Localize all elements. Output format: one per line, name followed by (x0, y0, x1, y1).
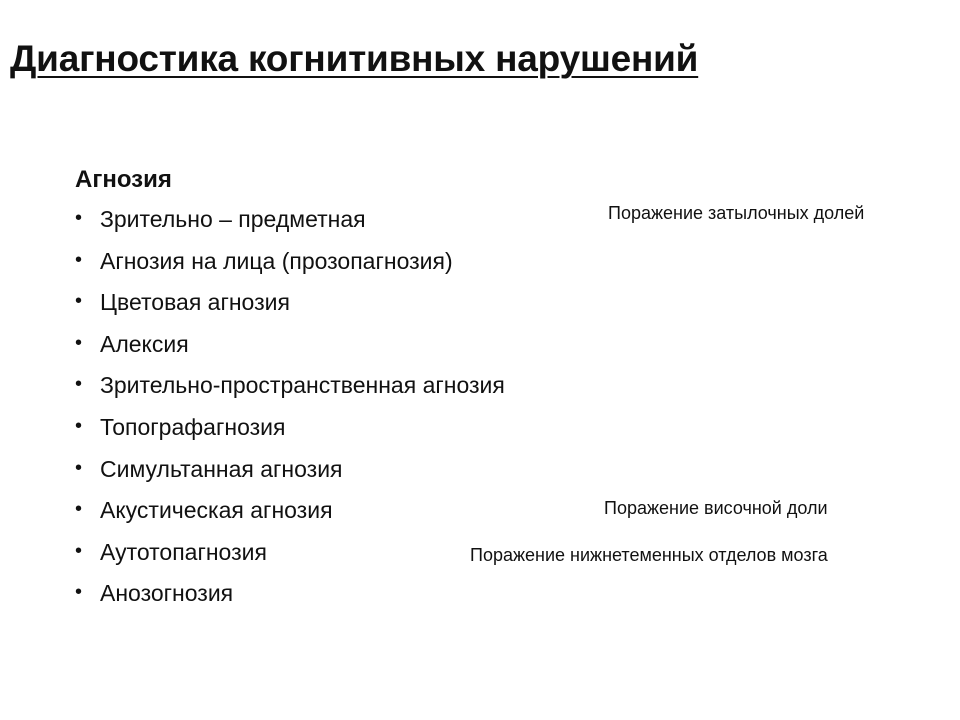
list-item (75, 287, 545, 317)
list-item-text: Зрительно-пространственная агнозия (100, 372, 505, 399)
list-item-text: Акустическая агнозия (100, 497, 333, 524)
list-item (75, 454, 545, 484)
note-inferior-parietal: Поражение нижнетеменных отделов мозга (470, 545, 828, 565)
list-item-text: Аутотопагнозия (100, 538, 267, 565)
list-item (75, 495, 545, 525)
list-item (75, 329, 545, 359)
list-item (75, 578, 545, 608)
list-item (75, 246, 545, 276)
section-heading: Агнозия (75, 166, 172, 193)
list-item-text: Симультанная агнозия (100, 455, 343, 482)
bullet-icon: • (75, 248, 83, 271)
list-item (75, 204, 545, 234)
note-occipital-lobes: Поражение затылочных долей (608, 203, 865, 223)
list-item (75, 412, 545, 442)
bullet-icon: • (75, 207, 83, 229)
list-item-text: Топографагнозия (100, 413, 286, 440)
list-item-text: Цветовая агнозия (100, 289, 290, 316)
bullet-icon: • (75, 539, 83, 562)
list-item-text: Алексия (100, 330, 189, 357)
bullet-icon: • (75, 331, 83, 354)
note-temporal-lobe: Поражение височной доли (604, 498, 828, 518)
slide-title: Диагностика когнитивных нарушений (10, 38, 699, 79)
bullet-icon: • (75, 456, 83, 479)
bullet-icon: • (75, 290, 83, 313)
list-item (75, 370, 545, 400)
list-item-text: Анозогнозия (100, 580, 234, 607)
bullet-icon: • (75, 498, 83, 521)
bullet-icon: • (75, 581, 83, 604)
list-item-text: Зрительно – предметная (100, 206, 366, 232)
bullet-icon: • (75, 373, 83, 396)
list-item-text: Агнозия на лица (прозопагнозия) (100, 247, 453, 274)
bullet-icon: • (75, 414, 83, 437)
